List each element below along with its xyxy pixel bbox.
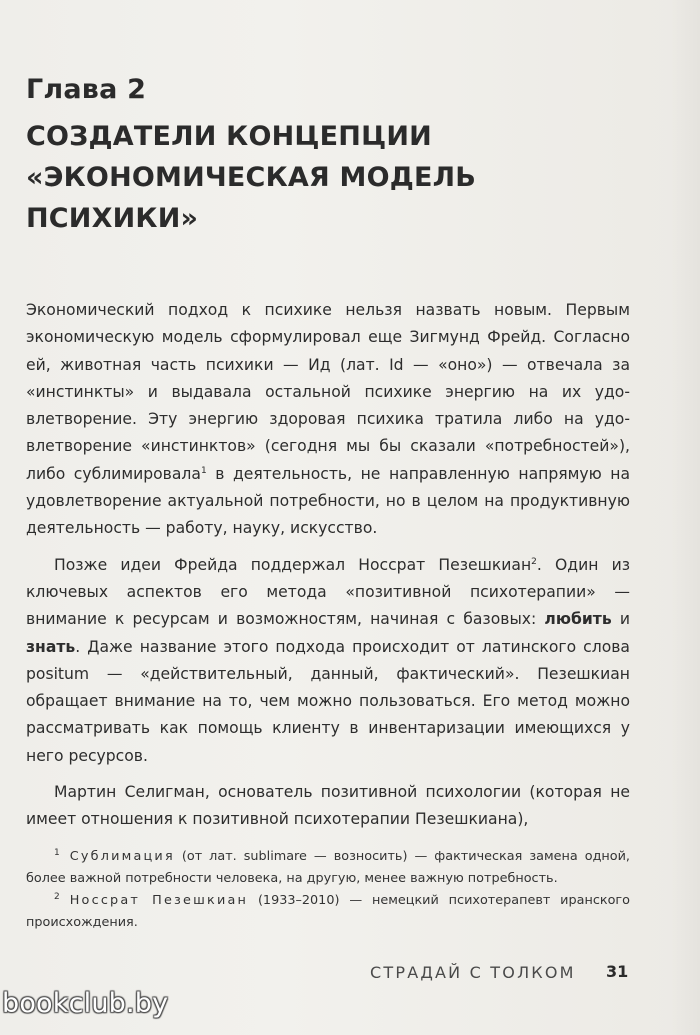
footnote-number: 2 [54,891,60,902]
running-head: СТРАДАЙ С ТОЛКОМ [370,963,576,982]
page-edge-shadow [670,0,700,1035]
bold-term-know: знать [26,637,76,656]
footnote-ref-2: 2 [531,556,537,567]
body-text [26,297,630,834]
chapter-label: Глава 2 [26,74,147,105]
footnotes [26,846,630,934]
footnote-text: (от лат. sublimare — возносить) — фактическая замена одной, более важной потребности человека, на другую, менее важную потребность. [26,849,630,886]
footnote-ref-1: 1 [200,465,207,476]
chapter-title-line: ПСИХИКИ» [26,203,199,234]
paragraph-3: Мартин Селигман, основатель позитивной психологии (которая не имеет отношения к позитивной психотерапии Пезешкиана), [26,783,630,829]
footnote-2 [26,890,630,934]
paragraph-2-start: Позже идеи Фрейда поддержал Носсрат Пезешкиан [54,555,532,574]
chapter-title [26,116,626,239]
paragraph-1-end: в деятельность, не направленную напрямую на удовлетворение актуальной потребности, но в целом на продуктивную деятельность — работу, науку, искусство. [26,464,631,538]
paragraph-1 [26,297,630,543]
page-number: 31 [606,962,629,981]
footnote-number: 1 [54,847,60,858]
conjunction: и [611,610,631,629]
chapter-title-line: СОЗДАТЕЛИ КОНЦЕПЦИИ [26,121,432,152]
watermark: bookclub.by [2,988,169,1019]
paragraph-2 [26,552,630,770]
paragraph-2-mid: . Один из ключевых аспектов его метода «позитивной психотерапии» — внимание к ресурсам и возможностям, начиная с базовых: [26,555,631,629]
paragraph-2-end: . Даже название этого подхода происходит от латинского слова positum — «действительный, данный, фактический». Пезешкиан обращает внимание на то, чем можно пользоваться. Его метод можно рассматривать как помощь клиенту в инвентаризации имеющихся у него ресурсов. [26,637,630,765]
footnote-term: Носсрат Пезешкиан [69,893,249,908]
footnote-term: Сублимация [69,849,175,864]
footnote-1 [26,846,630,890]
chapter-title-line: «ЭКОНОМИЧЕСКАЯ МОДЕЛЬ [26,162,477,193]
footnote-text: (1933–2010) — немецкий психотерапевт иранского происхождения. [26,893,630,930]
bold-term-love: любить [544,610,612,629]
paragraph-1-text: Экономический подход к психике нельзя назвать новым. Первым экономическую модель сформулировал еще Зигмунд Фрейд. Согласно ей, животная часть психики — Ид (лат. Id — «оно») — отвечала за «инстинкты» и выдавала остальной психике энергию на их удовлетворение. Эту энергию здоровая психика тратила либо на удовлетворение «инстинктов» (сегодня мы бы сказали «потребностей»), либо сублимировала [26,301,630,483]
